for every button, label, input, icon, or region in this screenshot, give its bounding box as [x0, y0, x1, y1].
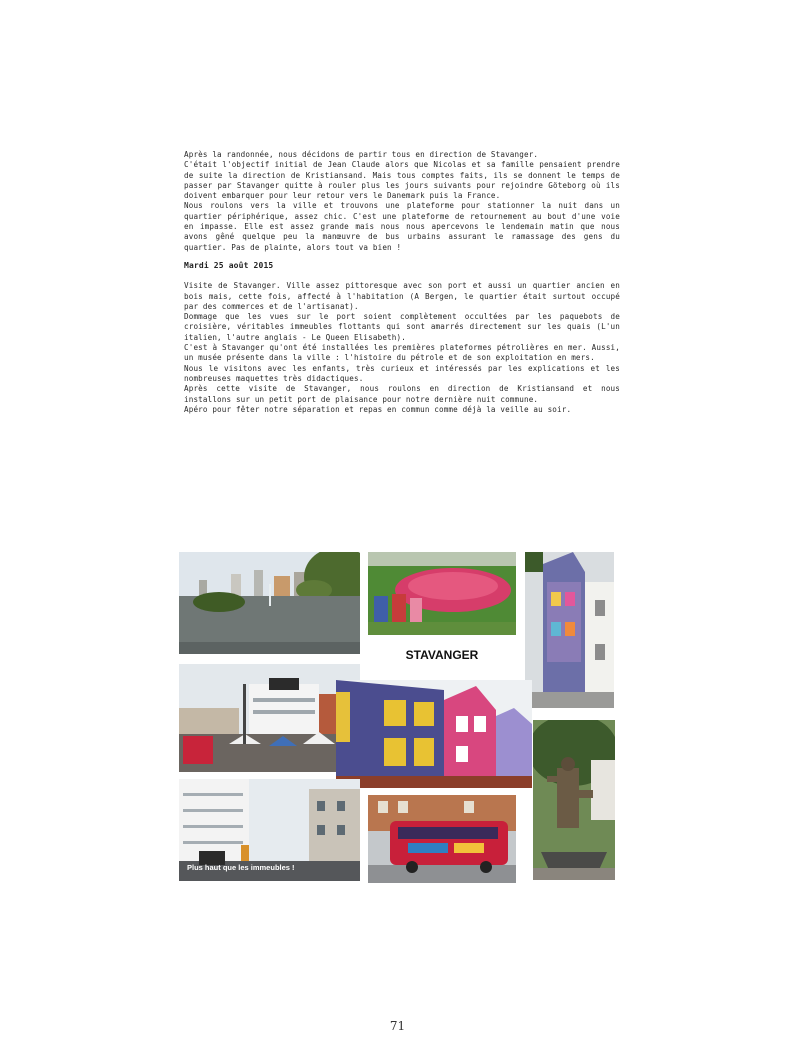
photo-flowers — [368, 552, 516, 635]
photo-caption: Plus haut que les immeubles ! — [187, 863, 295, 872]
collage-title: STAVANGER — [405, 648, 479, 662]
page-number: 71 — [389, 1019, 406, 1033]
paragraph: Apéro pour fêter notre séparation et repas en commun comme déjà la veille au soir. — [184, 404, 572, 414]
paragraph: C'est à Stavanger qu'ont été installées les premières plateformes pétrolières en mer. Aussi, un musée présente dans la ville : l'histoire du pétrole et de son exploitation en mers. — [184, 343, 620, 363]
paragraph: Visite de Stavanger. Ville assez pittoresque avec son port et aussi un quartier ancien en bois mais, cette fois, affecté à l'habitation (A Bergen, le quartier était surtout occupé par des commerces et de l'artisanat). — [184, 281, 620, 311]
paragraph: Dommage que les vues sur le port soient complètement occultées par les paquebots de croisière, véritables immeubles flottants qui sont amarrés directement sur les quais (L'un italien, l'autre anglais - Le Queen Elisabeth). — [184, 312, 620, 342]
photo-painted-house — [525, 552, 614, 708]
photo-colorful-houses — [336, 680, 532, 788]
date-heading: Mardi 25 août 2015 — [184, 260, 274, 270]
paragraph: Après la randonnée, nous décidons de partir tous en direction de Stavanger. — [184, 150, 539, 159]
photo-cruise-market — [179, 664, 360, 772]
photo-statue — [533, 720, 615, 880]
photo-tourist-bus — [368, 795, 516, 883]
paragraph: C'était l'objectif initial de Jean Claude alors que Nicolas et sa famille pensaient prendre de suite la direction de Kristiansand. Mais tous comptes faits, ils se donnent le temps de passer par Stavanger quitte à rouler plus les jours suivants pour rejoindre Göteborg où ils doivent embarquer pour leur retour vers le Danemark puis la France. — [184, 160, 620, 201]
paragraph: Nous le visitons avec les enfants, très curieux et intéressés par les explications et les nombreuses maquettes très didactiques. — [184, 363, 620, 383]
body-text — [184, 150, 620, 415]
photo-lake — [179, 552, 360, 654]
paragraph: Nous roulons vers la ville et trouvons une plateforme pour stationner la nuit dans un quartier périphérique, assez chic. C'est une plateforme de retournement au bout d'une voie en impasse. Elle est assez grande mais nous nous apercevons le lendemain matin que nous avons gêné quelque peu la manœuvre de bus urbains assurant le ramassage des gens du quartier. Pas de plainte, alors tout va bien ! — [184, 201, 620, 252]
paragraph: Après cette visite de Stavanger, nous roulons en direction de Kristiansand et nous installons sur un petit port de plaisance pour notre dernière nuit commune. — [184, 384, 620, 404]
